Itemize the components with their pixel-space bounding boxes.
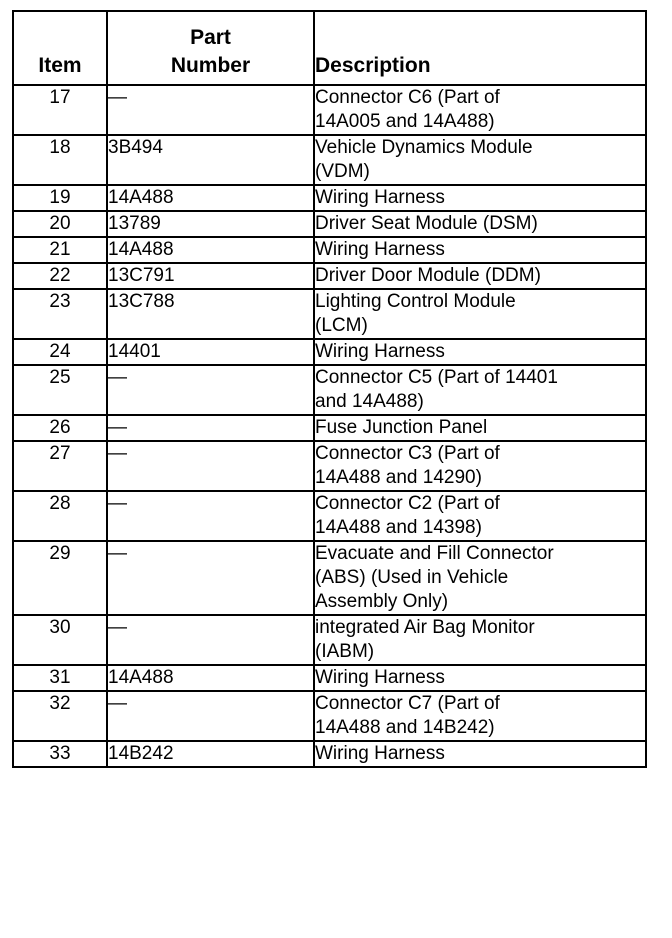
description-line: (VDM) <box>315 161 370 182</box>
part-number-cell: — <box>107 415 314 441</box>
item-number-cell: 20 <box>13 211 107 237</box>
table-row <box>13 185 646 211</box>
description-cell <box>314 237 646 263</box>
description-line: (LCM) <box>315 315 368 336</box>
description-cell <box>314 289 646 339</box>
item-number-cell: 18 <box>13 135 107 185</box>
item-number-cell: 22 <box>13 263 107 289</box>
description-cell <box>314 135 646 185</box>
table-row <box>13 365 646 415</box>
part-number-cell: — <box>107 541 314 615</box>
description-line: Wiring Harness <box>315 341 445 362</box>
description-line: Connector C5 (Part of 14401 <box>315 367 558 388</box>
part-number-cell: 3B494 <box>107 135 314 185</box>
item-number-cell: 24 <box>13 339 107 365</box>
description-cell <box>314 415 646 441</box>
description-cell <box>314 339 646 365</box>
item-number-cell: 30 <box>13 615 107 665</box>
description-line: Connector C6 (Part of <box>315 87 500 108</box>
description-line: Wiring Harness <box>315 187 445 208</box>
description-line: Lighting Control Module <box>315 291 516 312</box>
item-number-cell: 31 <box>13 665 107 691</box>
table-row <box>13 339 646 365</box>
part-header-line-1: Part <box>190 26 231 49</box>
table-row <box>13 441 646 491</box>
part-number-cell: — <box>107 441 314 491</box>
description-line: 14A488 and 14B242) <box>315 717 495 738</box>
description-cell <box>314 615 646 665</box>
part-number-cell: 14A488 <box>107 665 314 691</box>
table-row <box>13 491 646 541</box>
item-number-cell: 26 <box>13 415 107 441</box>
description-cell <box>314 211 646 237</box>
description-cell <box>314 541 646 615</box>
part-number-cell: — <box>107 615 314 665</box>
description-line: 14A488 and 14398) <box>315 517 482 538</box>
item-number-cell: 33 <box>13 741 107 767</box>
description-line: Connector C7 (Part of <box>315 693 500 714</box>
description-line: (IABM) <box>315 641 375 662</box>
description-cell <box>314 85 646 135</box>
description-cell <box>314 691 646 741</box>
description-column-header: Description <box>314 11 646 85</box>
table-row <box>13 415 646 441</box>
header-row <box>13 11 646 85</box>
description-line: 14A005 and 14A488) <box>315 111 495 132</box>
description-line: integrated Air Bag Monitor <box>315 617 535 638</box>
description-line: Driver Seat Module (DSM) <box>315 213 538 234</box>
description-cell <box>314 441 646 491</box>
table-row <box>13 665 646 691</box>
item-number-cell: 25 <box>13 365 107 415</box>
description-cell <box>314 665 646 691</box>
item-number-cell: 19 <box>13 185 107 211</box>
description-line: Assembly Only) <box>315 591 449 612</box>
table-row <box>13 85 646 135</box>
part-number-cell: 13789 <box>107 211 314 237</box>
part-number-cell: — <box>107 85 314 135</box>
description-line: Vehicle Dynamics Module <box>315 137 533 158</box>
item-number-cell: 17 <box>13 85 107 135</box>
part-number-cell: 14A488 <box>107 237 314 263</box>
description-line: Wiring Harness <box>315 743 445 764</box>
description-line: Evacuate and Fill Connector <box>315 543 554 564</box>
part-number-cell: 13C788 <box>107 289 314 339</box>
description-line: Wiring Harness <box>315 239 445 260</box>
part-header-line-2: Number <box>170 54 251 77</box>
item-number-cell: 23 <box>13 289 107 339</box>
part-number-cell: — <box>107 365 314 415</box>
table-row <box>13 263 646 289</box>
description-cell <box>314 741 646 767</box>
part-number-cell: 14B242 <box>107 741 314 767</box>
table-row <box>13 691 646 741</box>
table-row <box>13 211 646 237</box>
part-number-cell: 14401 <box>107 339 314 365</box>
item-number-cell: 27 <box>13 441 107 491</box>
table-row <box>13 541 646 615</box>
description-cell <box>314 263 646 289</box>
description-line: Wiring Harness <box>315 667 445 688</box>
part-number-cell: — <box>107 491 314 541</box>
part-number-cell: — <box>107 691 314 741</box>
item-number-cell: 32 <box>13 691 107 741</box>
table-row <box>13 741 646 767</box>
description-line: (ABS) (Used in Vehicle <box>315 567 509 588</box>
item-column-header: Item <box>13 11 107 85</box>
description-line: Connector C2 (Part of <box>315 493 500 514</box>
table-row <box>13 135 646 185</box>
table-row <box>13 289 646 339</box>
part-number-column-header <box>107 11 314 85</box>
item-number-cell: 21 <box>13 237 107 263</box>
description-line: 14A488 and 14290) <box>315 467 482 488</box>
table-row <box>13 615 646 665</box>
description-cell <box>314 491 646 541</box>
description-line: and 14A488) <box>315 391 424 412</box>
item-number-cell: 29 <box>13 541 107 615</box>
description-cell <box>314 365 646 415</box>
part-number-cell: 13C791 <box>107 263 314 289</box>
description-line: Fuse Junction Panel <box>315 417 488 438</box>
parts-table <box>12 10 647 768</box>
part-number-cell: 14A488 <box>107 185 314 211</box>
table-body <box>13 85 646 767</box>
description-cell <box>314 185 646 211</box>
item-number-cell: 28 <box>13 491 107 541</box>
description-line: Driver Door Module (DDM) <box>315 265 541 286</box>
table-row <box>13 237 646 263</box>
description-line: Connector C3 (Part of <box>315 443 500 464</box>
